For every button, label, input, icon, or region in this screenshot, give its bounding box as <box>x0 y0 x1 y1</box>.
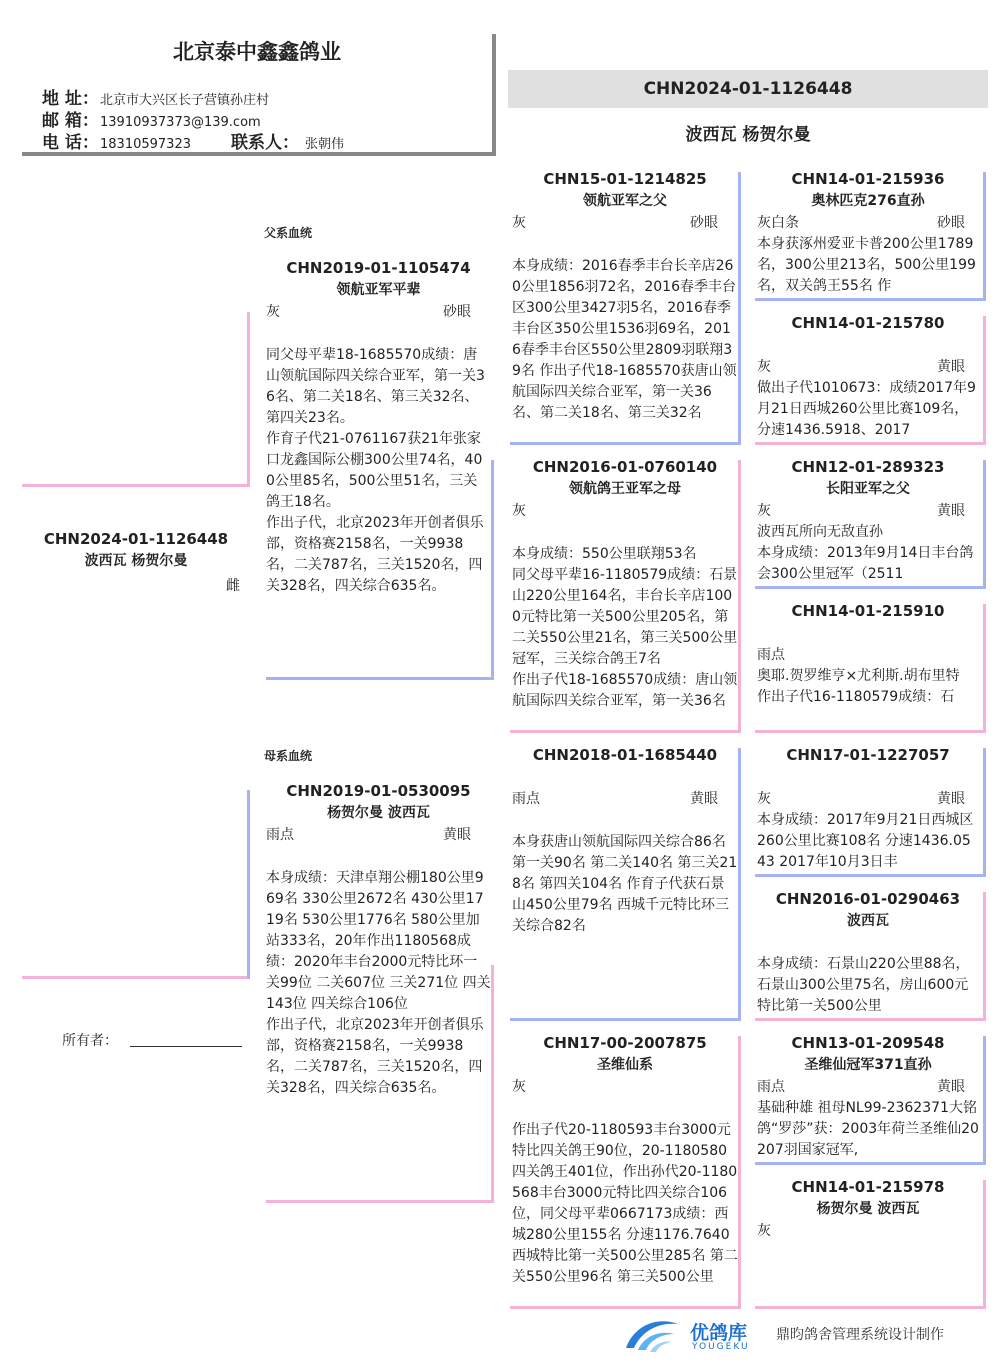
loft-name: 北京泰中鑫鑫鸽业 <box>173 40 341 64</box>
ggp4-right-line <box>983 604 986 733</box>
ggp5-bottom-line <box>755 874 986 877</box>
address-value: 北京市大兴区长子营镇孙庄村 <box>100 93 270 108</box>
ggp8-color: 灰 <box>757 1223 771 1239</box>
gp3-bottom-line <box>510 1018 741 1021</box>
ggp2-right-line <box>983 316 986 445</box>
ggp3-right-line <box>983 460 986 589</box>
phone-value: 18310597323 <box>100 137 191 152</box>
ggp6-notes: 本身成绩：石景山220公里88名，石景山300公里75名，房山600元特比第一关500公里 <box>757 956 970 1014</box>
ggp5-notes: 本身成绩：2017年9月21日西城区260公里比赛108名 分速1436.0543 2017年10月3日丰 <box>757 812 974 870</box>
ggp3-bottom-line <box>755 586 986 589</box>
ggp-cell-2 <box>757 312 979 440</box>
gp1-color: 灰 <box>512 215 526 231</box>
sire-ring: CHN2019-01-1105474 <box>286 259 471 277</box>
ggp-cell-8 <box>757 1176 979 1304</box>
ggp7-notes: 基础种雄 祖母NL99-2362371大铭鸽“罗莎”获：2003年荷兰圣维仙20207羽国家冠军, <box>757 1100 979 1158</box>
dam-ring: CHN2019-01-0530095 <box>286 782 471 800</box>
dam-link-h <box>22 976 250 979</box>
sire-bottom-line <box>266 677 494 680</box>
ggp2-color: 灰 <box>757 359 771 375</box>
gp4-notes: 作出子代20-1180593丰台3000元特比四关鸽王90位，20-1180580四关鸽王401位，作出孙代20-1180568丰台3000元特比四关综合106位，同父母平辈0667173成绩：西城280公里155名 分速1176.7640 西城特比第一关500公里285名 第二关550公里96名 第三关500公里 <box>512 1122 738 1285</box>
address-label: 地 址： <box>42 89 99 109</box>
dam-notes: 本身成绩：天津卓翔公棚180公里969名 330公里2672名 430公里1719名 530公里1776名 580公里加站333名，20年作出1180568成绩：2020年丰台2000元特比环一关99位 二关607位 三关271位 四关143位 四关综合106位 作出子代，北京2023年开创者俱乐部，资格赛2158名，一关9938名，二关787名，三关1520名，四关328名，四关综合635名。 <box>266 870 491 1096</box>
sire-eye: 砂眼 <box>443 304 471 320</box>
ggp3-name: 长阳亚军之父 <box>826 481 910 497</box>
subject-sex: 雌 <box>226 578 240 594</box>
subject-name-header: 波西瓦 杨贺尔曼 <box>685 125 811 145</box>
ggp-cell-3 <box>757 456 979 584</box>
owner-label: 所有者： <box>62 1033 118 1049</box>
subject-cell <box>22 528 250 588</box>
dam-color: 雨点 <box>266 827 294 843</box>
gp2-ring: CHN2016-01-0760140 <box>532 458 718 476</box>
sire-link-v <box>247 312 250 487</box>
gp3-notes: 本身获唐山领航国际四关综合86名 第一关90名 第二关140名 第三关218名 第四关104名 作育子代获石景山450公里79名 西城千元特比环三关综合82名 <box>512 834 738 934</box>
gp-cell-4 <box>512 1032 738 1306</box>
gp1-right-line <box>738 172 741 445</box>
phone-row <box>42 128 344 153</box>
gp-cell-1 <box>512 168 738 440</box>
ggp-cell-7 <box>757 1032 979 1160</box>
gp4-ring: CHN17-00-2007875 <box>543 1034 707 1052</box>
ggp2-bottom-line <box>755 442 986 445</box>
gp2-name: 领航鸽王亚军之母 <box>569 481 681 497</box>
owner-signature-line <box>130 1046 242 1047</box>
dam-eye: 黄眼 <box>443 827 471 843</box>
sire-section-label: 父系血统 <box>264 226 313 240</box>
ggp7-right-line <box>983 1036 986 1165</box>
gp1-name: 领航亚军之父 <box>583 193 667 209</box>
subject-name: 波西瓦 杨贺尔曼 <box>84 553 188 569</box>
ggp6-bottom-line <box>755 1018 986 1021</box>
ggp1-eye: 砂眼 <box>937 215 965 231</box>
ggp4-ring: CHN14-01-215910 <box>791 602 945 620</box>
ggp8-right-line <box>983 1180 986 1309</box>
ggp7-ring: CHN13-01-209548 <box>791 1034 945 1052</box>
ggp8-name: 杨贺尔曼 波西瓦 <box>816 1201 920 1217</box>
email-value: 13910937373@139.com <box>100 115 261 130</box>
ggp6-ring: CHN2016-01-0290463 <box>775 890 961 908</box>
logo-icon <box>620 1312 684 1358</box>
contact-label: 联系人： <box>230 133 299 153</box>
ggp3-color: 灰 <box>757 503 771 519</box>
dam-bottom-line <box>266 1200 494 1203</box>
ggp-cell-5 <box>757 744 979 872</box>
ggp7-color: 雨点 <box>757 1079 785 1095</box>
ggp8-bottom-line <box>755 1306 986 1309</box>
ggp2-ring: CHN14-01-215780 <box>791 314 945 332</box>
ggp1-color: 灰白条 <box>757 215 799 231</box>
gp3-color: 雨点 <box>512 791 540 807</box>
gp3-ring: CHN2018-01-1685440 <box>532 746 718 764</box>
phone-label: 电 话： <box>42 133 99 153</box>
ggp4-notes: 奥耶.贺罗维亨×尤利斯.胡布里特 作出子代16-1180579成绩：石 <box>757 668 960 705</box>
sire-color: 灰 <box>266 304 280 320</box>
ggp1-name: 奥林匹克276直孙 <box>811 193 925 209</box>
sire-notes: 同父母平辈18-1685570成绩：唐山领航国际四关综合亚军，第一关36名、第二关18名、第三关32名、第四关23名。 作育子代21-0761167获21年张家口龙鑫国际公棚300公里74名，400公里85名，500公里51名，三关鸽王18名。 作出子代，北京2023年开创者俱乐部，资格赛2158名，一关9938名，二关787名，三关1520名，四关328名，四关综合635名。 <box>266 347 485 594</box>
gp1-notes: 本身成绩：2016春季丰台长辛店260公里1856羽72名，2016春季丰台区300公里3427羽5名，2016春季丰台区350公里1536羽69名，2016春季丰台区550公里2809羽联翔39名 作出子代18-1685570获唐山领航国际四关综合亚军，第一关36名、第二关18名、第三关32名 <box>512 258 737 421</box>
gp4-bottom-line <box>510 1306 741 1309</box>
ggp4-bottom-line <box>755 730 986 733</box>
gp3-right-line <box>738 748 741 1021</box>
ggp7-bottom-line <box>755 1162 986 1165</box>
gp4-right-line <box>738 1036 741 1309</box>
ggp3-ring: CHN12-01-289323 <box>791 458 945 476</box>
email-label: 邮 箱： <box>42 111 99 131</box>
ggp3-eye: 黄眼 <box>937 503 965 519</box>
subject-ring-bar: CHN2024-01-1126448 <box>508 70 988 108</box>
ggp5-eye: 黄眼 <box>937 791 965 807</box>
ggp-cell-4 <box>757 600 979 728</box>
ggp5-right-line <box>983 748 986 877</box>
ggp7-name: 圣维仙冠军371直孙 <box>804 1057 932 1073</box>
ggp1-ring: CHN14-01-215936 <box>791 170 945 188</box>
gp2-notes: 本身成绩：550公里联翔53名 同父母平辈16-1180579成绩：石景山220公里164名，丰台长辛店1000元特比第一关500公里205名，第二关550公里21名，第三关500公里冠军，三关综合鸽王7名 作出子代18-1685570成绩：唐山领航国际四关综合亚军，第一关36名 <box>512 546 738 709</box>
sire-link-h <box>22 484 250 487</box>
dam-name: 杨贺尔曼 波西瓦 <box>327 805 430 821</box>
ggp1-right-line <box>983 172 986 301</box>
gp1-eye: 砂眼 <box>690 215 718 231</box>
gp1-ring: CHN15-01-1214825 <box>543 170 707 188</box>
ggp6-right-line <box>983 892 986 1021</box>
gp2-right-line <box>738 460 741 733</box>
ggp5-ring: CHN17-01-1227057 <box>786 746 950 764</box>
sire-name: 领航亚军平辈 <box>336 282 421 298</box>
gp-cell-2 <box>512 456 738 730</box>
logo-brand-en: YOUGEKU <box>692 1342 750 1352</box>
contact-value: 张朝伟 <box>304 137 344 152</box>
ggp1-notes: 本身获涿州爱亚卡普200公里1789名，300公里213名，500公里199名，双关鸽王55名 作 <box>757 236 976 294</box>
ggp5-color: 灰 <box>757 791 771 807</box>
sire-cell <box>266 257 491 675</box>
gp1-bottom-line <box>510 442 741 445</box>
gp2-color: 灰 <box>512 503 526 519</box>
ggp3-notes: 波西瓦所向无敌直孙 本身成绩：2013年9月14日丰台鸽会300公里冠军（2511 <box>757 524 974 582</box>
gp2-bottom-line <box>510 730 741 733</box>
dam-cell <box>266 780 491 1195</box>
gp3-eye: 黄眼 <box>690 791 718 807</box>
footer-credit: 鼎昀鸽舍管理系统设计制作 <box>776 1327 944 1343</box>
ggp8-ring: CHN14-01-215978 <box>791 1178 945 1196</box>
gp4-color: 灰 <box>512 1079 526 1095</box>
ggp-cell-1 <box>757 168 979 296</box>
ggp1-bottom-line <box>755 298 986 301</box>
sire-right-line <box>491 460 494 680</box>
subject-ring: CHN2024-01-1126448 <box>43 530 229 548</box>
ggp4-color: 雨点 <box>757 647 785 663</box>
dam-section-label: 母系血统 <box>264 749 313 763</box>
ggp6-name: 波西瓦 <box>847 913 889 929</box>
ggp7-eye: 黄眼 <box>937 1079 965 1095</box>
logo-brand: 优鸽库 <box>690 1322 748 1344</box>
ggp-cell-6 <box>757 888 979 1016</box>
dam-right-line <box>491 965 494 1203</box>
ggp2-notes: 做出子代1010673：成绩2017年9月21日西城260公里比赛109名，分速1436.5918、2017 <box>757 380 976 438</box>
ggp2-eye: 黄眼 <box>937 359 965 375</box>
gp-cell-3 <box>512 744 738 1006</box>
dam-link-v <box>247 790 250 979</box>
gp4-name: 圣维仙系 <box>597 1057 653 1073</box>
